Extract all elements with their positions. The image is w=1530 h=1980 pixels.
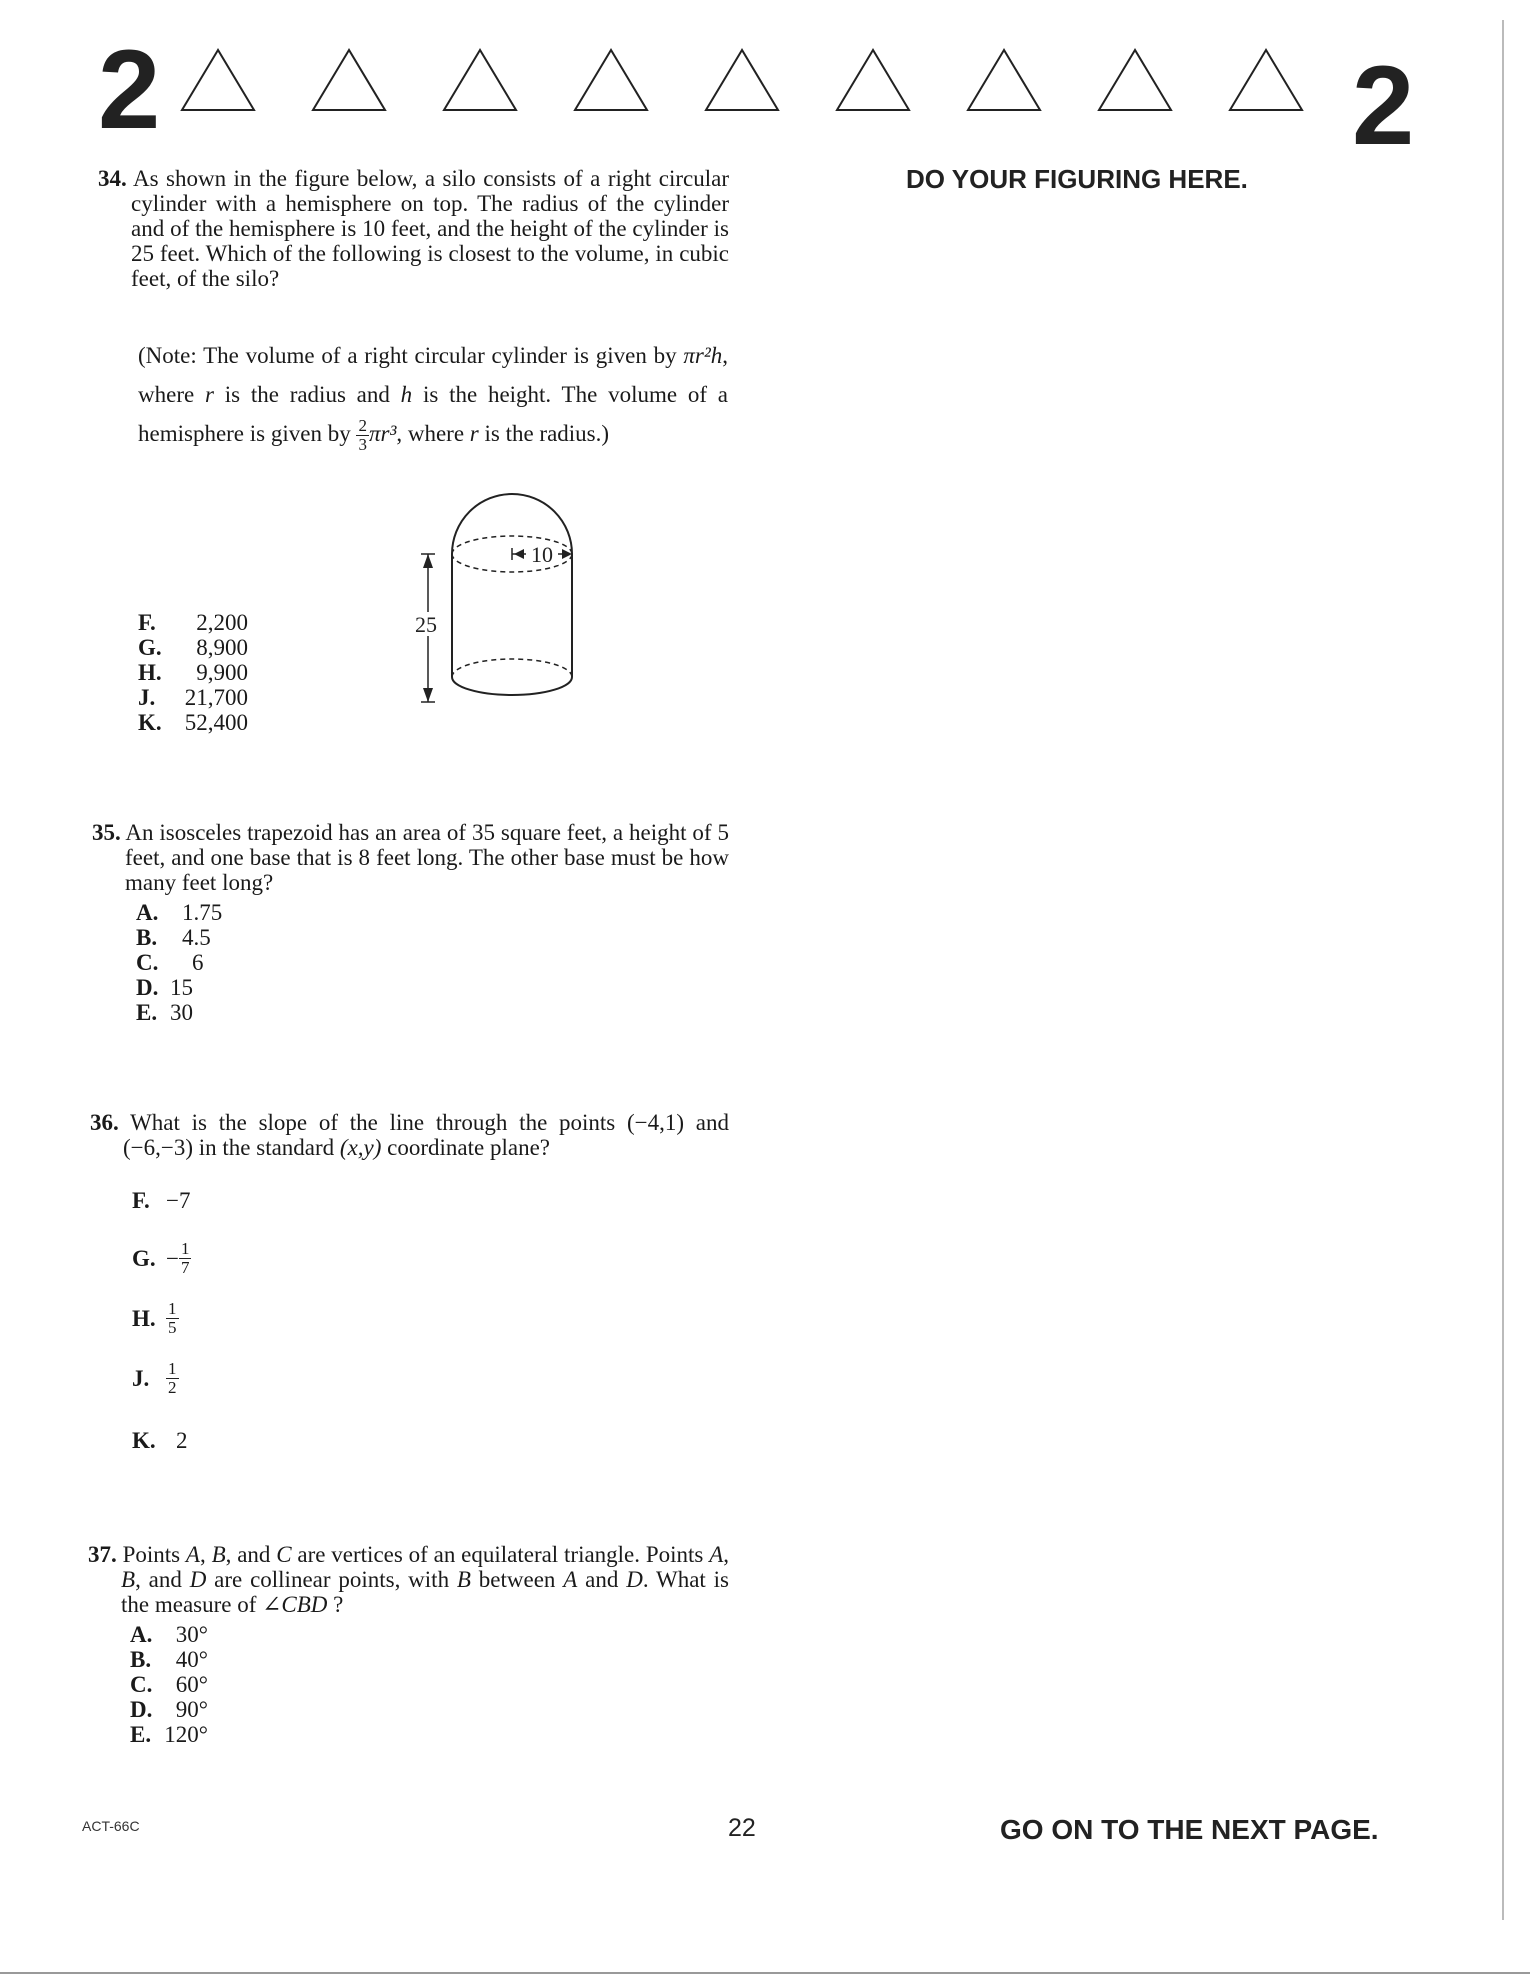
answer-choice[interactable] [136, 975, 222, 1000]
point-b: B [456, 1567, 471, 1592]
choice-fraction [166, 1300, 179, 1337]
section-number-left: 2 [98, 27, 161, 152]
note-text: is the radius and [213, 382, 401, 407]
question-text: and [577, 1567, 627, 1592]
question-text: What is the slope of the line through the points (−4,1) and (−6,−3) in the standard [123, 1110, 729, 1160]
choice-value: −7 [166, 1187, 191, 1213]
answer-choice[interactable] [136, 950, 222, 975]
question-text: between [470, 1567, 564, 1592]
choice-value: 8,900 [196, 635, 248, 660]
choice-letter: A. [136, 900, 159, 925]
silo-figure [400, 482, 600, 752]
scan-bottom-line [0, 1972, 1530, 1974]
header-triangle [837, 50, 909, 110]
answer-choice[interactable] [138, 660, 248, 685]
answer-choice[interactable] [132, 1408, 191, 1472]
question-number: 36. [90, 1110, 119, 1135]
question-number: 37. [88, 1542, 117, 1567]
header-triangle [706, 50, 778, 110]
radius-label: 10 [531, 542, 553, 567]
choice-letter: F. [132, 1187, 150, 1213]
choice-letter: F. [138, 610, 156, 635]
question-text: are vertices of an equilateral triangle. Points [291, 1542, 710, 1567]
var-r: r [469, 421, 479, 446]
choice-fraction [166, 1360, 179, 1397]
question-text: , [199, 1542, 212, 1567]
denominator: 2 [168, 1377, 177, 1397]
question-text: ? [327, 1592, 344, 1617]
question-35 [92, 820, 729, 895]
note-text: is the radius.) [478, 421, 610, 446]
answer-choice[interactable] [138, 710, 248, 735]
answer-choice[interactable] [130, 1622, 208, 1647]
header-triangle [1099, 50, 1171, 110]
question-text: coordinate plane? [381, 1135, 551, 1160]
point-d: D [189, 1567, 207, 1592]
choice-letter: K. [138, 710, 162, 735]
answer-choice[interactable] [136, 900, 222, 925]
choice-value: 52,400 [184, 710, 248, 735]
choice-value: 30 [170, 1000, 193, 1025]
choice-value: 40° [175, 1647, 208, 1672]
choice-letter: B. [130, 1647, 152, 1672]
question-34 [98, 166, 729, 291]
header-triangle [182, 50, 254, 110]
formula-hemisphere: πr³ [368, 421, 397, 446]
header-triangle [313, 50, 385, 110]
question-34-choices [138, 610, 248, 735]
page-number: 22 [728, 1814, 756, 1842]
choice-letter: J. [132, 1365, 150, 1391]
formula-cylinder: πr²h [683, 343, 723, 368]
point-a: A [185, 1542, 200, 1567]
triangle-row [182, 50, 1302, 110]
numerator: 1 [168, 1358, 177, 1378]
answer-choice[interactable] [138, 635, 248, 660]
question-number: 35. [92, 820, 121, 845]
choice-letter: E. [136, 1000, 158, 1025]
answer-choice[interactable] [136, 925, 222, 950]
point-a: A [563, 1567, 578, 1592]
cylinder-base-front [452, 677, 572, 695]
answer-choice[interactable] [130, 1672, 208, 1697]
note-text: , where [138, 343, 728, 407]
choice-value: 60° [175, 1672, 208, 1697]
var-h: h [400, 382, 413, 407]
choice-letter: D. [136, 975, 159, 1000]
question-text: , and [135, 1567, 190, 1592]
point-a: A [709, 1542, 724, 1567]
angle-cbd: ∠CBD [262, 1592, 328, 1617]
answer-choice[interactable] [138, 610, 248, 635]
denominator: 5 [168, 1317, 177, 1337]
question-37-choices [130, 1622, 208, 1747]
section-number-right: 2 [1352, 43, 1415, 168]
choice-value: 9,900 [196, 660, 248, 685]
point-b: B [211, 1542, 226, 1567]
choice-value: 2 [176, 1427, 188, 1453]
choice-letter: C. [130, 1672, 153, 1697]
choice-value: 2,200 [196, 610, 248, 635]
next-page-label[interactable]: GO ON TO THE NEXT PAGE. [1000, 1814, 1379, 1845]
answer-choice[interactable] [130, 1647, 208, 1672]
answer-choice[interactable] [130, 1722, 208, 1747]
answer-choice[interactable] [138, 685, 248, 710]
choice-letter: E. [130, 1722, 152, 1747]
header-triangles [180, 46, 1480, 136]
question-34-note [138, 336, 728, 454]
choice-letter: A. [130, 1622, 153, 1647]
header-triangle [1230, 50, 1302, 110]
choice-fraction [179, 1240, 192, 1277]
height-arrow-bottom [423, 688, 433, 702]
question-35-choices [136, 900, 222, 1025]
choice-value: 15 [170, 975, 193, 1000]
point-c: C [276, 1542, 292, 1567]
note-text: (Note: The volume of a right circular cylinder is given by [138, 343, 684, 368]
choice-letter: B. [136, 925, 158, 950]
question-text: , [723, 1542, 729, 1567]
choice-value: 6 [192, 950, 204, 975]
denominator: 3 [358, 435, 367, 455]
header-triangle [968, 50, 1040, 110]
question-text: . What is the measure of [121, 1567, 729, 1617]
scan-edge-line [1502, 20, 1504, 1920]
point-b: B [121, 1567, 136, 1592]
choice-value: 30° [175, 1622, 208, 1647]
choice-letter: K. [132, 1427, 156, 1453]
question-text: Points [122, 1542, 186, 1567]
choice-letter: G. [138, 635, 162, 660]
question-text: are collinear points, with [206, 1567, 457, 1592]
choice-value: 21,700 [184, 685, 248, 710]
scratch-work-label: DO YOUR FIGURING HERE. [906, 164, 1248, 194]
numerator: 1 [168, 1298, 177, 1318]
answer-choice[interactable] [132, 1228, 191, 1288]
choice-letter: C. [136, 950, 159, 975]
numerator: 2 [358, 416, 367, 436]
answer-choice[interactable] [130, 1697, 208, 1722]
choice-letter: G. [132, 1245, 156, 1271]
choice-sign: − [166, 1245, 179, 1271]
choice-value: 4.5 [182, 925, 211, 950]
header-triangle [575, 50, 647, 110]
note-text: is the height. The volume of a hemisphere is given by [138, 382, 728, 446]
answer-choice[interactable] [132, 1348, 191, 1408]
question-36-choices [132, 1172, 191, 1472]
question-text: An isosceles trapezoid has an area of 35 square feet, a height of 5 feet, and one base that is 8 feet long. The other base must be how many feet long? [125, 820, 730, 895]
choice-value: 1.75 [182, 900, 223, 925]
height-label: 25 [415, 612, 437, 637]
answer-choice[interactable] [132, 1172, 191, 1228]
choice-letter: D. [130, 1697, 153, 1722]
denominator: 7 [180, 1257, 190, 1277]
point-d: D [626, 1567, 643, 1592]
fraction-two-thirds [356, 417, 369, 454]
cylinder-base-back [452, 659, 572, 677]
header-triangle [444, 50, 516, 110]
height-arrow-top [423, 554, 433, 568]
choice-value: 120° [164, 1722, 208, 1747]
choice-letter: J. [138, 685, 156, 710]
question-36 [90, 1110, 729, 1160]
var-r: r [204, 382, 214, 407]
note-text: , where [396, 421, 470, 446]
question-text: As shown in the figure below, a silo consists of a right circular cylinder with a hemisphere on top. The radius of the cylinder and of the hemisphere is 10 feet, and the height of the cylinder is 25 feet. Which of the following is closest to the volume, in cubic feet, of the silo? [131, 166, 729, 291]
answer-choice[interactable] [132, 1288, 191, 1348]
choice-letter: H. [132, 1305, 156, 1331]
choice-letter: H. [138, 660, 162, 685]
radius-arrow-left [514, 549, 524, 559]
question-37 [88, 1542, 729, 1617]
numerator: 1 [180, 1238, 190, 1258]
choice-value: 90° [175, 1697, 208, 1722]
question-text: , and [225, 1542, 277, 1567]
answer-choice[interactable] [136, 1000, 222, 1025]
form-code: ACT-66C [82, 1818, 140, 1834]
question-number: 34. [98, 166, 127, 191]
coordinate-label: (x,y) [339, 1135, 382, 1160]
